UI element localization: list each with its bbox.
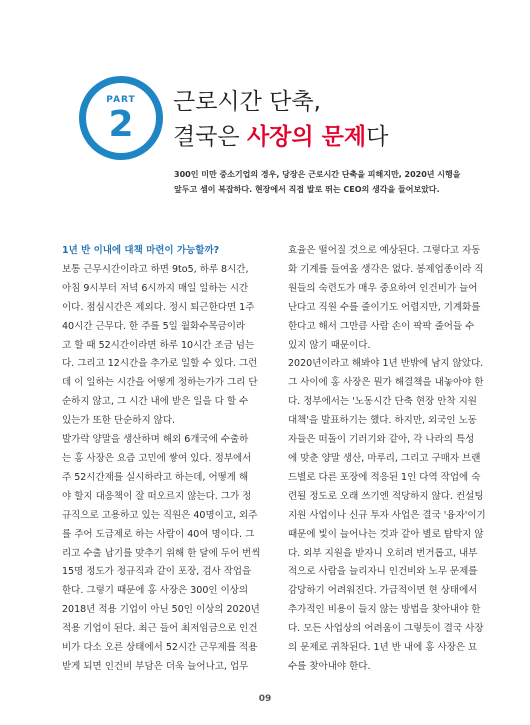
body-line: 보통 근무시간이라고 하면 9to5, 하루 8시간, (62, 263, 249, 275)
body-line: 자들은 떠돌이 기러기와 같아, 각 나라의 특성 (288, 434, 475, 446)
page-number: 09 (258, 694, 272, 704)
body-line: 15명 정도가 정규직과 같이 포장, 검사 작업을 (62, 566, 252, 578)
body-line: 난다고 직원 수를 줄이기도 어렵지만, 기계화를 (288, 301, 481, 313)
body-line: 있지 않기 때문이다. (288, 339, 371, 351)
body-line: 화 기계를 들여올 생각은 없다. 봉제업종이라 직 (288, 263, 484, 275)
body-line: 2018년 적용 기업이 아닌 50인 이상의 2020년 (62, 604, 260, 616)
body-line: 한다고 해서 그만큼 사람 손이 팍팍 줄어들 수 (288, 320, 475, 332)
body-line: 수를 찾아내야 한다. (288, 660, 371, 672)
body-line: 적으로 사람을 늘리자니 인건비와 노무 문제를 (288, 566, 478, 578)
right-column (288, 242, 488, 677)
body-line: 대책'을 발표하기는 했다. 하지만, 외국인 노동 (288, 415, 477, 427)
body-line: 그 사이에 홍 사장은 뭔가 해결책을 내놓아야 한 (288, 377, 484, 389)
body-line: 감당하기 어려워진다. 가급적이면 현 상태에서 (288, 585, 478, 597)
intro-line: 앞두고 셈이 복잡하다. 현장에서 직접 발로 뛰는 CEO의 생각을 들어보았다. (174, 185, 440, 194)
body-line: 받게 되면 인건비 부담은 더욱 늘어나고, 업무 (62, 660, 249, 672)
body-line: 야 할지 대응책이 잘 떠오르지 않는다. 그가 정 (62, 490, 252, 502)
body-line: 40시간 근무다. 한 주를 5일 월화수목금이라 (62, 320, 246, 332)
body-line: 리고 수출 납기를 맞추기 위해 한 달에 두어 번씩 (62, 547, 261, 559)
body-line: 를 주어 도급제로 하는 사람이 40여 명이다. 그 (62, 528, 255, 540)
intro-paragraph (174, 167, 464, 197)
body-line: 는 홍 사장은 요즘 고민에 쌓여 있다. 정부에서 (62, 452, 252, 464)
body-line: 다. 외부 지원을 받자니 오히려 번거롭고, 내부 (288, 547, 478, 559)
title-accent: 사장의 문제 (246, 124, 367, 150)
body-line: 의 문제로 귀착된다. 1년 반 내에 홍 사장은 묘 (288, 642, 478, 654)
body-line: 주 52시간제를 실시하라고 하는데, 어떻게 해 (62, 471, 249, 483)
body-line: 원들의 숙련도가 매우 중요하여 인건비가 늘어 (288, 282, 478, 294)
chapter-title-line1: 근로시간 단축, (173, 89, 321, 115)
body-line: 2020년이라고 해봐야 1년 반밖에 남지 않았다. (288, 358, 484, 370)
body-line: 규직으로 고용하고 있는 직원은 40명이고, 외주 (62, 509, 258, 521)
body-line: 다. 정부에서는 '노동시간 단축 현장 안착 지원 (288, 396, 477, 408)
body-line: 련될 정도로 오래 쓰기엔 적당하지 않다. 컨설팅 (288, 490, 484, 502)
part-number: 2 (108, 104, 134, 145)
body-line: 효율은 떨어질 것으로 예상된다. 그렇다고 자동 (288, 245, 481, 256)
body-line: 있는가 또한 단순하지 않다. (62, 415, 176, 427)
body-line: 고 할 때 52시간이라면 하루 10시간 조금 넘는 (62, 339, 255, 351)
body-line: 적용 기업이 된다. 최근 들어 최저임금으로 인건 (62, 623, 258, 635)
chapter-title-line2 (173, 118, 388, 151)
body-line: 비가 다소 오른 상태에서 52시간 근무제를 적용 (62, 642, 258, 654)
body-line: 아침 9시부터 저녁 6시까지 매일 일하는 시간 (62, 282, 249, 294)
body-line: 이다. 점심시간은 제외다. 정시 퇴근한다면 1주 (62, 301, 255, 313)
body-line: 에 맞춘 양말 생산, 마루리, 그리고 구매자 브랜 (288, 452, 481, 464)
body-line: 때문에 빛이 늘어나는 것과 같아 별로 탐탁지 않 (288, 528, 484, 540)
body-line: 데 이 일하는 시간을 어떻게 정하는가가 그리 단 (62, 377, 258, 389)
body-line: 발가락 양말을 생산하며 해외 6개국에 수출하 (62, 434, 249, 446)
body-line: 지원 사업이나 신규 투자 사업은 결국 '융자'이기 (288, 509, 486, 521)
section-heading: 1년 반 이내에 대책 마련이 가능할까? (62, 245, 220, 256)
body-line: 순하지 않고, 그 시간 내에 받은 일을 다 할 수 (62, 396, 249, 408)
part-label: PART (106, 95, 136, 105)
left-column (62, 242, 262, 677)
intro-line: 300인 미만 중소기업의 경우, 당장은 근로시간 단축을 피해지만, 2020년 시행을 (174, 170, 461, 179)
body-line: 다. 모든 사업상의 어려움이 그렇듯이 결국 사장 (288, 623, 484, 635)
body-line: 추가적인 비용이 들지 않는 방법을 찾아내야 한 (288, 604, 481, 616)
title-prefix: 결국은 (173, 124, 247, 150)
part-badge (79, 76, 163, 160)
body-line: 한다. 그렇기 때문에 홍 사장은 300인 이상의 (62, 585, 249, 597)
body-line: 드별로 다른 포장에 적응된 1인 다역 작업에 숙 (288, 471, 481, 483)
title-suffix: 다 (366, 124, 389, 150)
body-line: 다. 그리고 12시간을 추가로 일할 수 있다. 그런 (62, 358, 258, 370)
